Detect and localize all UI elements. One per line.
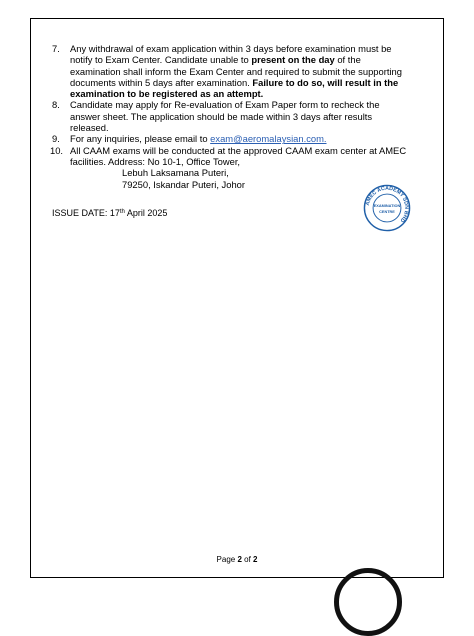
list-item-9 [52,133,412,144]
item-text: All CAAM exams will be conducted at the approved CAAM exam center at AMEC facilities. Address: No 10-1, Office Tower, [70,144,407,167]
address-line-1: Lebuh Laksamana Puteri, [122,167,229,179]
text-segment: Any withdrawal of exam application within 3 days before examination must be notify to Exam Center. Candidate unable to [70,43,392,66]
item-number: 8. [52,99,60,111]
issue-date-label: ISSUE DATE: 17 [52,208,120,218]
page-footer [0,555,474,564]
issue-date-rest: April 2025 [124,208,168,218]
item-text: Candidate may apply for Re-evaluation of Exam Paper form to recheck the answer sheet. The application should be made within 3 days after results released. [70,99,380,134]
item-number: 9. [52,133,60,145]
item-text: For any inquiries, please email to [70,133,211,145]
stamp-inner-bottom: CENTRE [379,209,395,214]
bold-text-segment: present on the day [251,54,335,66]
exam-centre-stamp [363,184,411,232]
page-label: Page [216,555,238,564]
bold-text-segment: Failure to do so, will result in the examination to be registered as an attempt. [70,76,399,100]
stamp-outer-text: AMEC ACADEMY SDN BHD [364,185,410,224]
document-body [52,43,412,190]
email-link[interactable]: exam@aeromalaysian.com. [210,133,327,145]
stamp-inner-top: EXAMINATION [373,204,401,209]
page-total: 2 [253,555,258,564]
list-item-7 [52,43,412,99]
list-item-10 [52,145,412,190]
page-of-label: of [241,555,254,564]
issue-date [52,208,167,218]
address-line-2: 79250, Iskandar Puteri, Johor [122,178,245,190]
issue-date-suffix: th [119,209,125,215]
circle-shape [334,568,402,636]
text-segment: of the examination shall inform the Exam Center and required to submit the supporting documents within 5 days after examination. [70,54,402,88]
list-item-8 [52,99,412,133]
item-number: 7. [52,43,60,54]
page-current: 2 [237,555,242,564]
item-number: 10. [50,144,64,156]
item-text [70,43,402,99]
